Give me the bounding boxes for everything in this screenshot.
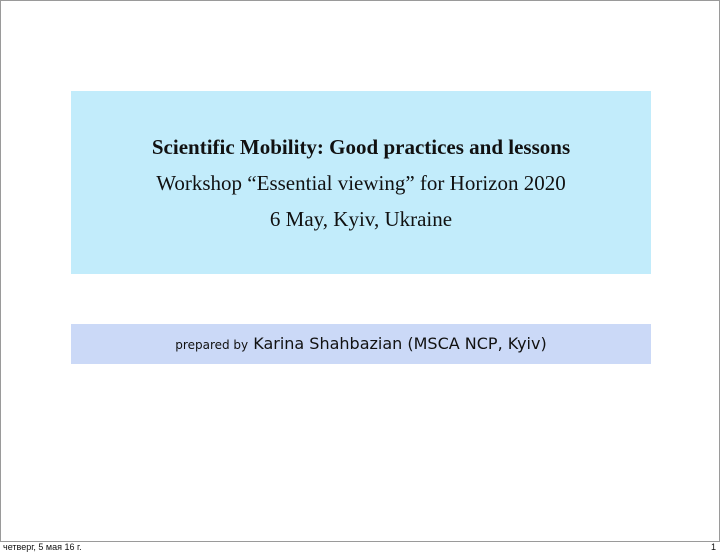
title-box <box>71 91 651 274</box>
author-name: Karina Shahbazian (MSCA NCP, Kyiv) <box>253 334 547 353</box>
slide-subtitle: Workshop “Essential viewing” for Horizon 2020 <box>156 171 566 195</box>
author-box <box>71 324 651 364</box>
page-number: 1 <box>710 542 716 552</box>
slide-date-location: 6 May, Kyiv, Ukraine <box>269 207 453 231</box>
slide-title: Scientific Mobility: Good practices and lessons <box>151 135 571 159</box>
footer-date: четверг, 5 мая 16 г. <box>3 542 82 552</box>
author-prefix: prepared by <box>175 338 249 352</box>
